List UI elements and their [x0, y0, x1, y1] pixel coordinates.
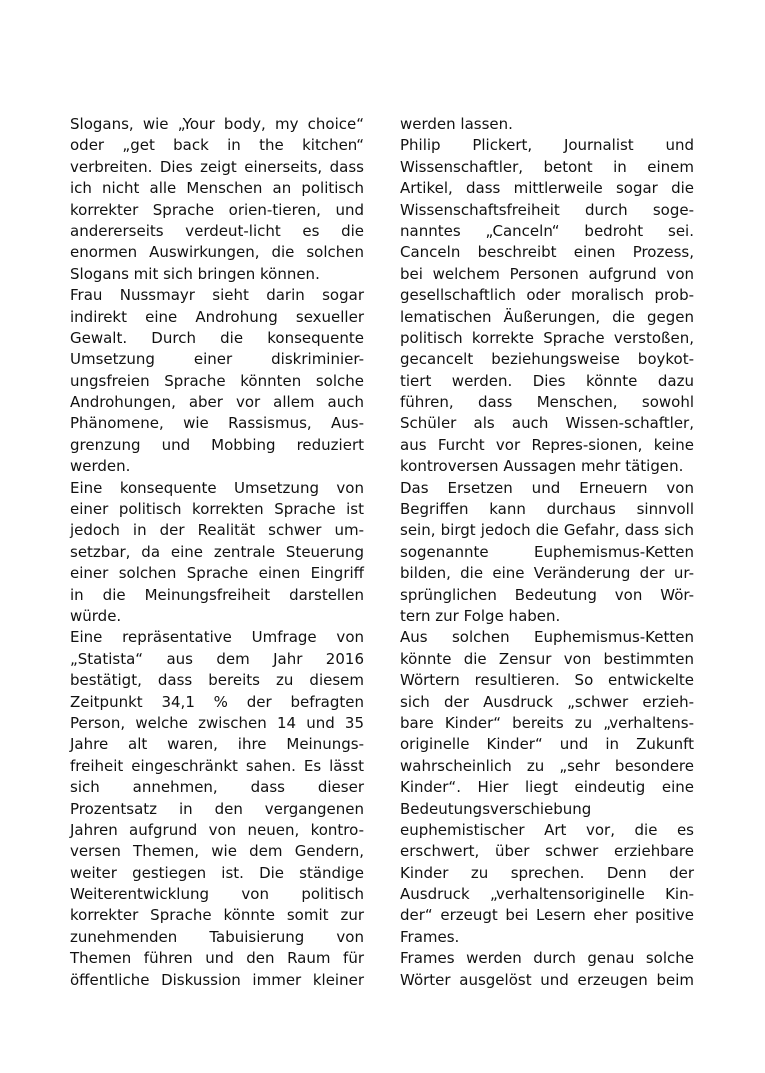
text-line: sich annehmen, dass dieser [70, 778, 364, 797]
text-line: grenzung und Mobbing reduziert [70, 435, 364, 454]
text-line: zunehmenden Tabuisierung von [70, 927, 364, 946]
text-line: werden. [70, 457, 131, 476]
text-line: Artikel, dass mittlerweile sogar die [400, 179, 694, 198]
text-line: indirekt eine Androhung sexueller [70, 307, 364, 326]
text-line: Eine repräsentative Umfrage von [70, 628, 364, 647]
text-line: Wörtern resultieren. So entwickelte [400, 671, 694, 690]
text-line: gesellschaftlich oder moralisch prob- [400, 286, 694, 305]
text-line: Slogans mit sich bringen können. [70, 264, 320, 283]
text-line: führen, dass Menschen, sowohl [400, 393, 694, 412]
text-line: gecancelt beziehungsweise boykot- [400, 350, 694, 369]
text-line: tern zur Folge haben. [400, 606, 561, 625]
left-text-column [70, 114, 364, 991]
text-line: in die Meinungsfreiheit darstellen [70, 585, 364, 604]
text-line: andererseits verdeut-licht es die [70, 221, 364, 240]
text-line: einer politisch korrekten Sprache ist [70, 500, 364, 519]
text-line: enormen Auswirkungen, die solchen [70, 243, 364, 262]
text-line: Weiterentwicklung von politisch [70, 885, 364, 904]
text-line: Bedeutungsverschiebung [400, 799, 592, 818]
text-line: Eine konsequente Umsetzung von [70, 478, 364, 497]
text-line: Jahren aufgrund von neuen, kontro- [70, 820, 364, 839]
text-line: Wissenschaftler, betont in einem [400, 157, 694, 176]
text-line: Canceln beschreibt einen Prozess, [400, 243, 694, 262]
text-line: jedoch in der Realität schwer um- [70, 521, 364, 540]
text-line: nanntes „Canceln“ bedroht sei. [400, 221, 694, 240]
text-line: wahrscheinlich zu „sehr besondere [400, 756, 694, 775]
text-line: Zeitpunkt 34,1 % der befragten [70, 692, 364, 711]
text-line: Kinder zu sprechen. Denn der [400, 863, 694, 882]
text-line: Phänomene, wie Rassismus, Aus- [70, 414, 364, 433]
text-line: politisch korrekte Sprache verstoßen, [400, 328, 694, 347]
text-line: würde. [70, 606, 122, 625]
text-line: bare Kinder“ bereits zu „verhaltens- [400, 713, 694, 732]
text-line: werden lassen. [400, 115, 513, 133]
text-line: Gewalt. Durch die konsequente [70, 328, 364, 347]
text-line: bestätigt, dass bereits zu diesem [70, 671, 364, 690]
text-line: sein, birgt jedoch die Gefahr, dass sich [400, 521, 694, 540]
text-line: Frames werden durch genau solche [400, 949, 694, 968]
text-line: „Statista“ aus dem Jahr 2016 [70, 649, 364, 668]
text-line: bilden, die eine Veränderung der ur- [400, 564, 694, 583]
text-line: sprünglichen Bedeutung von Wör- [400, 585, 694, 604]
text-line: verbreiten. Dies zeigt einerseits, dass [70, 157, 364, 176]
text-line: Slogans, wie „Your body, my choice“ [70, 115, 364, 133]
text-line: Philip Plickert, Journalist und [400, 136, 694, 155]
text-line: ungsfreien Sprache könnten solche [70, 371, 364, 390]
text-line: erschwert, über schwer erziehbare [400, 842, 694, 861]
text-line: setzbar, da eine zentrale Steuerung [70, 542, 364, 561]
text-line: Schüler als auch Wissen-schaftler, [400, 414, 694, 433]
text-line: weiter gestiegen ist. Die ständige [70, 863, 364, 882]
text-line: versen Themen, wie dem Gendern, [70, 842, 364, 861]
text-line: Frames. [400, 927, 460, 946]
text-line: Ausdruck „verhaltensoriginelle Kin- [400, 885, 694, 904]
text-line: öffentliche Diskussion immer kleiner [70, 970, 364, 989]
text-line: oder „get back in the kitchen“ [70, 136, 364, 155]
text-line: Kinder“. Hier liegt eindeutig eine [400, 778, 694, 797]
text-line: könnte die Zensur von bestimmten [400, 649, 694, 668]
text-line: Themen führen und den Raum für [70, 949, 364, 968]
text-line: Das Ersetzen und Erneuern von [400, 478, 694, 497]
text-line: bei welchem Personen aufgrund von [400, 264, 694, 283]
text-line: kontroversen Aussagen mehr tätigen. [400, 457, 684, 476]
text-line: Androhungen, aber vor allem auch [70, 393, 364, 412]
text-line: korrekter Sprache orien-tieren, und [70, 200, 364, 219]
right-text-column [400, 114, 694, 991]
text-line: korrekter Sprache könnte somit zur [70, 906, 364, 925]
text-line: euphemistischer Art vor, die es [400, 820, 694, 839]
text-line: tiert werden. Dies könnte dazu [400, 371, 694, 390]
text-line: lematischen Äußerungen, die gegen [400, 307, 694, 326]
text-line: Jahre alt waren, ihre Meinungs- [70, 735, 364, 754]
text-line: einer solchen Sprache einen Eingriff [70, 564, 364, 583]
text-line: sich der Ausdruck „schwer erzieh- [400, 692, 694, 711]
text-line: originelle Kinder“ und in Zukunft [400, 735, 694, 754]
text-line: freiheit eingeschränkt sahen. Es lässt [70, 756, 364, 775]
text-line: der“ erzeugt bei Lesern eher positive [400, 906, 694, 925]
text-line: Wissenschaftsfreiheit durch soge- [400, 200, 694, 219]
text-line: aus Furcht vor Repres-sionen, keine [400, 435, 694, 454]
text-line: Wörter ausgelöst und erzeugen beim [400, 970, 694, 989]
text-line: Prozentsatz in den vergangenen [70, 799, 364, 818]
text-line: Begriffen kann durchaus sinnvoll [400, 500, 694, 519]
text-line: Frau Nussmayr sieht darin sogar [70, 286, 364, 305]
text-line: sogenannte Euphemismus-Ketten [400, 542, 694, 561]
text-line: ich nicht alle Menschen an politisch [70, 179, 364, 198]
text-line: Umsetzung einer diskriminier- [70, 350, 364, 369]
text-line: Aus solchen Euphemismus-Ketten [400, 628, 694, 647]
text-line: Person, welche zwischen 14 und 35 [70, 713, 364, 732]
